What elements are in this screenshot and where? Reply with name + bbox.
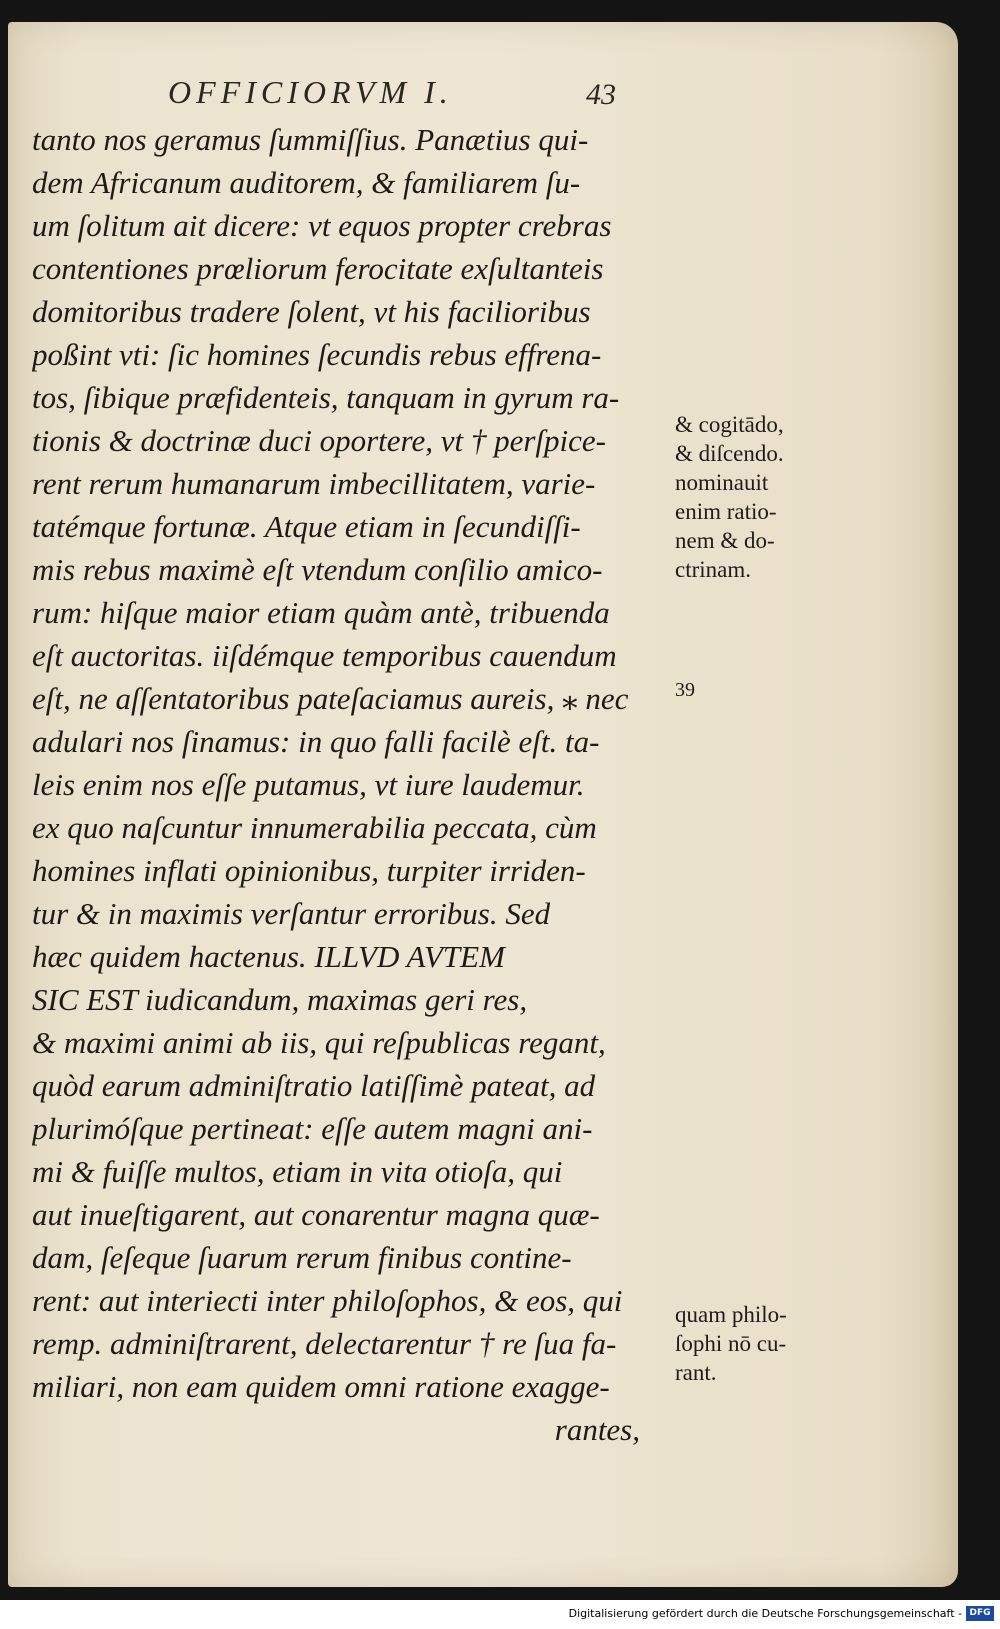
text-line: eſt, ne aſſentatoribus pateſaciamus aureis, ⁎ nec [32,681,629,716]
text-line: tatémque fortunæ. Atque etiam in ſecundiſſi- [32,509,581,544]
page-header [168,74,658,118]
text-line: domitoribus tradere ſolent, vt his facilioribus [32,294,591,329]
dfg-logo: DFG [966,1606,994,1621]
text-line: poßint vti: ſic homines ſecundis rebus effrena- [32,337,602,372]
margin-note-line: nem & do- [675,528,775,553]
text-line: rent: aut interiecti inter philoſophos, & eos, qui [32,1283,623,1318]
margin-note-line: 39 [675,679,695,701]
margin-note-philosophers [675,1300,845,1387]
margin-note-line: ctrinam. [675,557,751,582]
catchword-line: rantes, [554,1412,640,1447]
funding-credit: Digitalisierung gefördert durch die Deutsche Forschungsgemeinschaft - [568,1607,962,1620]
text-line: tanto nos geramus ſummiſſius. Panætius qui- [32,122,589,157]
text-line: adulari nos ſinamus: in quo falli facilè eſt. ta- [32,724,600,759]
text-line: & maximi animi ab iis, qui reſpublicas regant, [32,1025,606,1060]
margin-note-line: & diſcendo. [675,441,784,466]
text-line: tos, ſibique præfidenteis, tanquam in gyrum ra- [32,380,620,415]
text-line: quòd earum adminiſtratio latiſſimè pateat, ad [32,1068,596,1103]
text-line: remp. adminiſtrarent, delectarentur † re ſua fa- [32,1326,617,1361]
text-line: dam, ſeſeque ſuarum rerum finibus contine- [32,1240,572,1275]
margin-note-line: quam philo- [675,1302,787,1327]
text-line: mis rebus maximè eſt vtendum conſilio amico- [32,552,603,587]
text-line: tionis & doctrinæ duci oportere, vt † perſpice- [32,423,606,458]
running-title: OFFICIORVM I. [168,74,453,110]
margin-note-reasoning [675,410,845,584]
text-line: SIC EST iudicandum, maximas geri res, [32,982,528,1017]
text-line: miliari, non eam quidem omni ratione exagge- [32,1369,610,1404]
margin-note-line: nominauit [675,470,769,495]
margin-note-line: enim ratio- [675,499,777,524]
text-line: rum: hiſque maior etiam quàm antè, tribuenda [32,595,610,630]
digitization-footer [0,1601,1000,1629]
text-line: mi & fuiſſe multos, etiam in vita otioſa, qui [32,1154,563,1189]
margin-note-line: rant. [675,1360,717,1385]
text-line: homines inflati opinionibus, turpiter irriden- [32,853,586,888]
text-line: aut inueſtigarent, aut conarentur magna quæ- [32,1197,600,1232]
text-line: rent rerum humanarum imbecillitatem, varie- [32,466,596,501]
main-text-block [32,118,662,1451]
text-line: dem Africanum auditorem, & familiarem ſu- [32,165,581,200]
text-line: plurimóſque pertineat: eſſe autem magni ani- [32,1111,593,1146]
text-line: leis enim nos eſſe putamus, vt iure laudemur. [32,767,585,802]
text-line: tur & in maximis verſantur erroribus. Sed [32,896,551,931]
text-line: um ſolitum ait dicere: vt equos propter crebras [32,208,612,243]
margin-note-number [675,676,845,705]
margin-note-line: & cogitādo, [675,412,784,437]
text-line: contentiones prœliorum ferocitate exſultanteis [32,251,604,286]
page-number: 43 [586,78,616,111]
text-line: eſt auctoritas. iiſdémque temporibus cauendum [32,638,617,673]
text-line: ex quo naſcuntur innumerabilia peccata, cùm [32,810,597,845]
margin-note-line: ſophi nō cu- [675,1331,787,1356]
text-line: hæc quidem hactenus. ILLVD AVTEM [32,939,505,974]
